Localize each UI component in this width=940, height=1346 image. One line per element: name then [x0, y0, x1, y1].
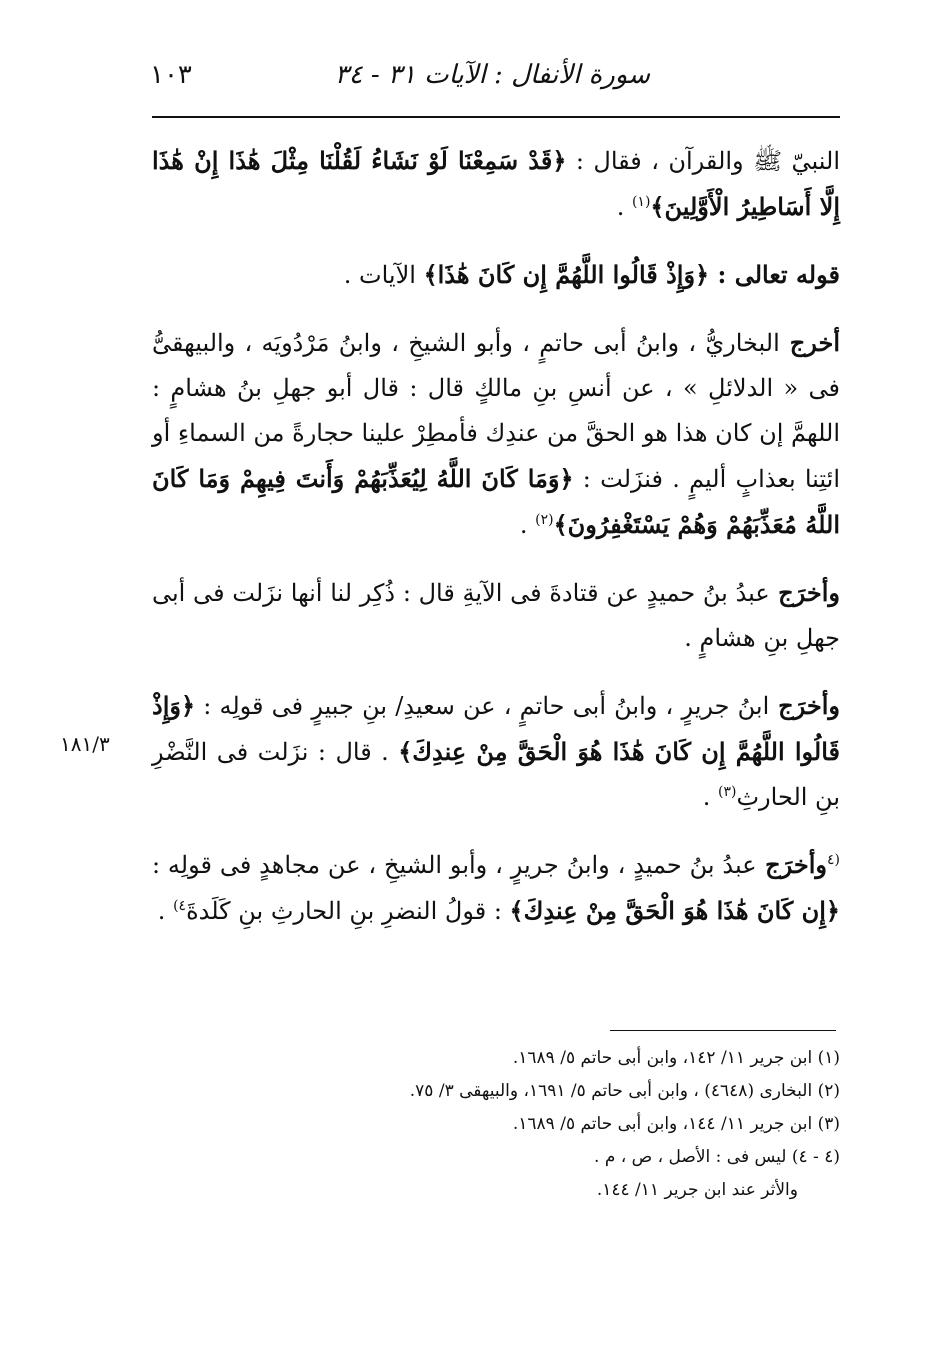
footnote-2: (٢) البخارى (٤٦٤٨) ، وابن أبى حاتم ٥/ ١٦٩١، والبيهقى ٣/ ٧٥.: [409, 1081, 840, 1101]
paragraph-text-after: . قال : نزَلت فى النَّضْرِ بنِ الحارثِ: [152, 738, 840, 811]
footnote-ref: (٣): [717, 784, 737, 800]
running-title: سورة الأنفال : الآيات ٣١ - ٣٤: [334, 60, 650, 90]
paragraph-3: [152, 320, 840, 548]
lead-word: قوله تعالى :: [709, 260, 840, 289]
footnote-4-continuation: والأثر عند ابن جرير ١١/ ١٤٤.: [596, 1180, 798, 1200]
paragraph-1: [152, 138, 840, 230]
lead-word: أخرج: [779, 328, 840, 357]
punctuation: .: [616, 193, 632, 221]
paragraph-text: النبيّ ﷺ والقرآن ، فقال :: [566, 147, 840, 175]
paragraph-text: عبدُ بنُ حميدٍ ، وابنُ جريرٍ ، وأبو الشيخِ ، عن مجاهدٍ فى قولِه :: [152, 851, 757, 879]
footnote-ref-close: ٤): [173, 898, 187, 914]
lead-word: وأخرَج: [769, 691, 840, 720]
paragraph-5: [152, 683, 840, 820]
paragraph-text: ابنُ جريرٍ ، وابنُ أبى حاتمٍ ، عن سعيدِ/ بنِ جبيرٍ فى قولِه :: [195, 692, 770, 720]
lead-word: وأخرَج: [769, 578, 840, 607]
paragraph-4: [152, 570, 840, 661]
paragraph-2: [152, 252, 840, 298]
quran-quote: ﴿قَدْ سَمِعْنَا لَوْ نَشَاءُ لَقُلْنَا مِثْلَ هَٰذَا إِنْ هَٰذَا إِلَّا أَسَاطِيرُ الْأَوَّلِينَ﴾: [152, 146, 840, 221]
footnote-3: (٣) ابن جرير ١١/ ١٤٤، وابن أبى حاتم ٥/ ١٦٨٩.: [512, 1114, 840, 1134]
page-number: ١٠٣: [150, 60, 192, 90]
footnote-4: (٤ - ٤) ليس فى : الأصل ، ص ، م .: [594, 1147, 840, 1167]
footnote-separator: [610, 1030, 836, 1031]
punctuation: .: [157, 897, 174, 925]
footnotes: [300, 1042, 840, 1207]
quran-quote: ﴿وَمَا كَانَ اللَّهُ لِيُعَذِّبَهُمْ وَأَنتَ فِيهِمْ وَمَا كَانَ اللَّهُ مُعَذِّبَهُمْ وَهُمْ يَسْتَغْفِرُونَ﴾: [152, 464, 840, 539]
margin-volume-page-note: ١٨١/٣: [60, 732, 110, 756]
page-header: [150, 58, 840, 106]
paragraph-text-after: : قولُ النضرِ بنِ الحارثِ بنِ كَلَدةَ: [186, 897, 510, 925]
quran-quote: ﴿إِن كَانَ هَٰذَا هُوَ الْحَقَّ مِنْ عِندِكَ﴾: [509, 896, 840, 925]
paragraph-text: عبدُ بنُ حميدٍ عن قتادةَ فى الآيةِ قال : ذُكِر لنا أنها نزَلت فى أبى جهلِ بنِ هشامٍ .: [152, 579, 840, 652]
quran-quote: ﴿وَإِذْ قَالُوا اللَّهُمَّ إِن كَانَ هَٰذَا﴾: [423, 260, 710, 289]
footnote-ref-open: (٤: [827, 852, 840, 868]
footnote-1: (١) ابن جرير ١١/ ١٤٢، وابن أبى حاتم ٥/ ١٦٨٩.: [512, 1048, 840, 1068]
paragraph-text: البخاريُّ ، وابنُ أبى حاتمٍ ، وأبو الشيخِ ، وابنُ مَرْدُويَه ، والبيهقىُّ فى « الدلائلِ » ، عن أنسِ بنِ مالكٍ قال : قال أبو جهلِ بنُ هشامٍ : اللهمَّ إن كان هذا هو الحقَّ من عندِك فأمطِرْ علينا حجارةً من السماءِ أو ائتِنا بعذابٍ أليمٍ . فنزَلت :: [151, 329, 840, 493]
paragraph-text: الآيات .: [343, 261, 424, 289]
paragraph-6: [152, 842, 840, 934]
punctuation: .: [702, 783, 718, 811]
lead-word: وأخرَج: [756, 850, 827, 879]
quran-quote: ﴿وَإِذْ قَالُوا اللَّهُمَّ إِن كَانَ هَٰذَا هُوَ الْحَقَّ مِنْ عِندِكَ﴾: [152, 691, 841, 766]
footnote-ref: (١): [631, 194, 651, 210]
footnote-ref: (٢): [535, 512, 554, 528]
punctuation: .: [519, 511, 536, 539]
main-text: [152, 138, 840, 956]
header-rule: [152, 116, 840, 118]
